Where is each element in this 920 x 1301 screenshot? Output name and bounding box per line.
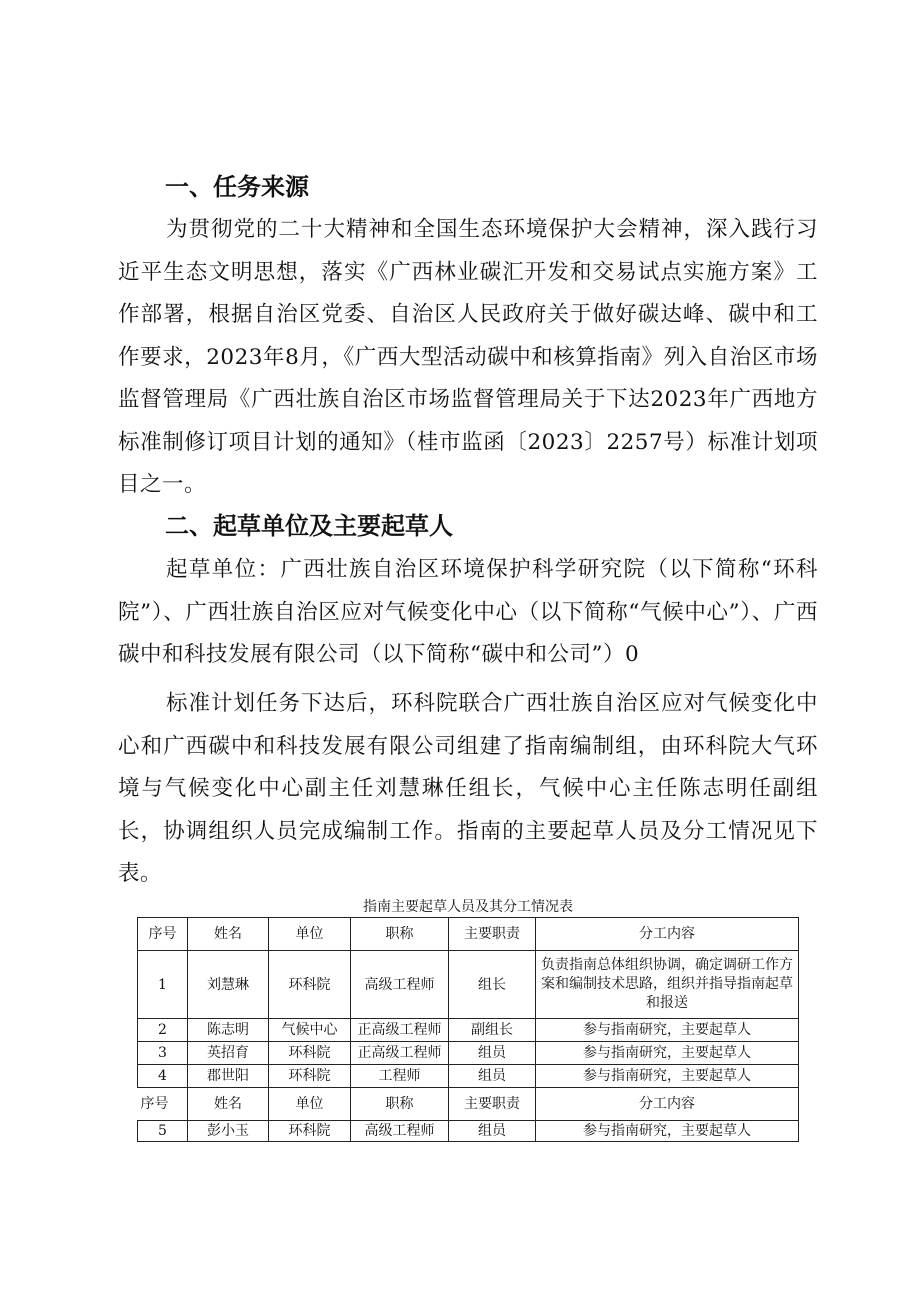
header-cell-role: 主要职责: [449, 1088, 536, 1121]
cell-role: 组长: [449, 951, 536, 1019]
header-cell-unit: 单位: [269, 918, 351, 951]
header-cell-no: 序号: [138, 918, 188, 951]
cell-name: 英招育: [188, 1042, 269, 1065]
cell-no: 1: [138, 951, 188, 1019]
cell-title: 工程师: [351, 1065, 449, 1088]
cell-no: 4: [138, 1065, 188, 1088]
section-heading-drafting-units: 二、起草单位及主要起草人: [165, 512, 453, 540]
cell-name: 陈志明: [188, 1019, 269, 1042]
cell-duties: 参与指南研究，主要起草人: [536, 1121, 799, 1142]
cell-unit: 气候中心: [269, 1019, 351, 1042]
section-heading-task-source: 一、任务来源: [165, 173, 309, 201]
table-row: [138, 1042, 799, 1065]
header-cell-title: 职称: [351, 1088, 449, 1121]
table-header-row-repeat: [138, 1088, 799, 1121]
drafting-staff-table: [137, 917, 799, 1142]
cell-name: 郡世阳: [188, 1065, 269, 1088]
task-source-paragraph: 为贯彻党的二十大精神和全国生态环境保护大会精神，深入践行习近平生态文明思想，落实《广西林业碳汇开发和交易试点实施方案》工作部署，根据自治区党委、自治区人民政府关于做好碳达峰、碳中和工作要求，2023年8月，《广西大型活动碳中和核算指南》列入自治区市场监督管理局《广西壮族自治区市场监督管理局关于下达2023年广西地方标准制修订项目计划的通知》（桂市监函〔2023〕2257号）标准计划项目之一。: [118, 217, 818, 497]
header-cell-name: 姓名: [188, 918, 269, 951]
header-cell-title: 职称: [351, 918, 449, 951]
cell-unit: 环科院: [269, 1042, 351, 1065]
cell-no: 3: [138, 1042, 188, 1065]
cell-title: 高级工程师: [351, 951, 449, 1019]
cell-no: 5: [138, 1121, 188, 1142]
header-cell-duties: 分工内容: [536, 918, 799, 951]
cell-unit: 环科院: [269, 951, 351, 1019]
table-caption: 指南主要起草人员及其分工情况表: [363, 899, 573, 915]
cell-no: 2: [138, 1019, 188, 1042]
cell-unit: 环科院: [269, 1121, 351, 1142]
cell-title: 正高级工程师: [351, 1042, 449, 1065]
header-cell-duties: 分工内容: [536, 1088, 799, 1121]
cell-role: 组员: [449, 1065, 536, 1088]
header-cell-no: 序号: [138, 1088, 188, 1121]
table-row: [138, 1121, 799, 1142]
table-row: [138, 1065, 799, 1088]
cell-name: 彭小玉: [188, 1121, 269, 1142]
cell-role: 副组长: [449, 1019, 536, 1042]
header-cell-role: 主要职责: [449, 918, 536, 951]
cell-role: 组员: [449, 1121, 536, 1142]
cell-unit: 环科院: [269, 1065, 351, 1088]
cell-title: 高级工程师: [351, 1121, 449, 1142]
header-cell-unit: 单位: [269, 1088, 351, 1121]
cell-title: 正高级工程师: [351, 1019, 449, 1042]
cell-name: 刘慧琳: [188, 951, 269, 1019]
table-row: [138, 1019, 799, 1042]
cell-role: 组员: [449, 1042, 536, 1065]
table-header-row: [138, 918, 799, 951]
cell-duties: 参与指南研究，主要起草人: [536, 1065, 799, 1088]
cell-duties: 负责指南总体组织协调，确定调研工作方案和编制技术思路，组织并指导指南起草和报送: [536, 951, 799, 1019]
cell-duties: 参与指南研究，主要起草人: [536, 1019, 799, 1042]
table-row: [138, 951, 799, 1019]
header-cell-name: 姓名: [188, 1088, 269, 1121]
cell-duties: 参与指南研究，主要起草人: [536, 1042, 799, 1065]
drafting-group-paragraph: 标准计划任务下达后，环科院联合广西壮族自治区应对气候变化中心和广西碳中和科技发展有限公司组建了指南编制组，由环科院大气环境与气候变化中心副主任刘慧琳任组长，气候中心主任陈志明任副组长，协调组织人员完成编制工作。指南的主要起草人员及分工情况见下表。: [118, 691, 818, 886]
drafting-units-paragraph: 起草单位：广西壮族自治区环境保护科学研究院（以下简称“环科院”）、广西壮族自治区应对气候变化中心（以下简称“气候中心”）、广西碳中和科技发展有限公司（以下简称“碳中和公司”）0: [118, 557, 818, 667]
